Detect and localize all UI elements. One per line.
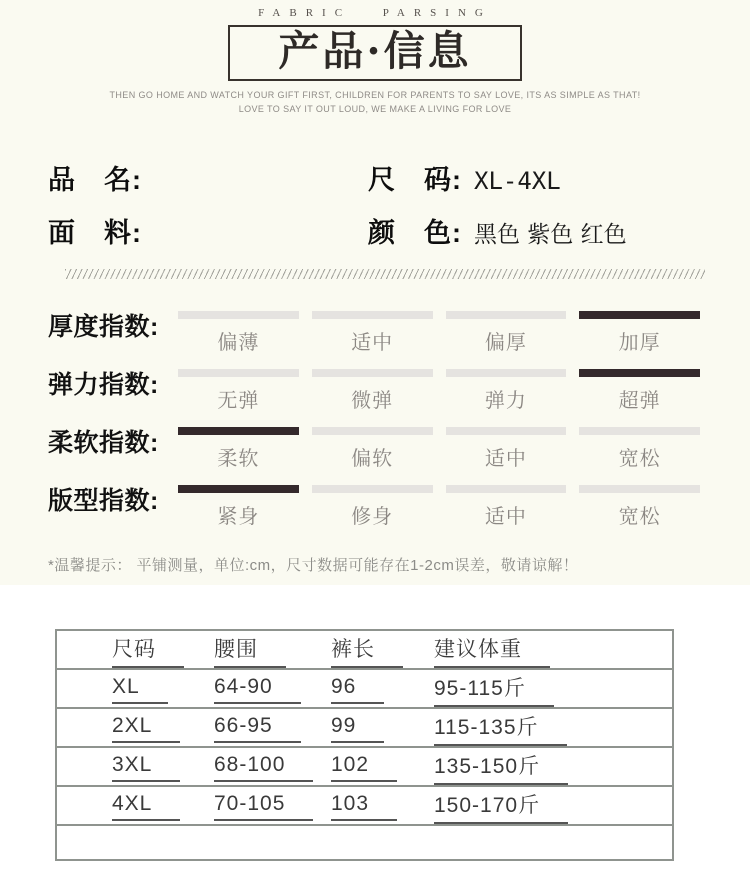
cell-length [331,708,434,747]
size-range-value: XL-4XL [474,167,561,195]
attribute-row-2 [48,211,750,248]
index-bar [178,369,299,377]
index-option-label: 无弹 [217,390,260,412]
tagline-line1: THEN GO HOME AND WATCH YOUR GIFT FIRST, CHILDREN FOR PARENTS TO SAY LOVE, ITS AS SIMPLE AS THAT! [109,90,641,100]
index-option-label: 超弹 [618,390,661,412]
index-option [178,369,299,417]
header-size-text: 尺码 [112,631,184,668]
index-option [312,485,433,533]
cell-text: 66-95 [214,712,301,743]
cell-text: 150-170斤 [434,787,568,824]
index-option-label: 偏软 [351,448,394,470]
cell-text: 103 [331,790,397,821]
elasticity-options [178,359,700,417]
cell-length [331,747,434,786]
cell-size [56,708,214,747]
cell-text: 70-105 [214,790,313,821]
table-row [56,786,673,825]
cell-size [56,669,214,708]
cell-weight [434,708,673,747]
cell-waist [214,708,331,747]
index-bar-active [579,311,700,319]
cell-size [56,747,214,786]
table-row [56,747,673,786]
color-value: 黑色 紫色 红色 [474,222,627,248]
index-option-label: 修身 [351,506,394,528]
cell-text: 96 [331,673,384,704]
index-option-selected [178,485,299,533]
header-size [56,630,214,669]
index-bar [312,311,433,319]
elasticity-index-row [48,359,700,417]
product-attributes [48,158,750,248]
header-suggested-weight [434,630,673,669]
color-field [368,211,627,250]
thickness-options [178,301,700,359]
index-bar [579,485,700,493]
cell-waist [214,747,331,786]
elasticity-index-label: 弹力指数: [48,371,159,399]
fit-options [178,475,700,533]
cell-text: 68-100 [214,751,313,782]
cell-text: 99 [331,712,384,743]
cell-size [56,786,214,825]
page-title: 产品·信息 [278,27,472,75]
index-option [446,485,567,533]
header [0,0,750,114]
softness-index-row [48,417,700,475]
index-option-label: 偏厚 [484,332,527,354]
color-label: 颜 色: [368,218,462,248]
empty-cell [56,825,673,860]
table-row [56,669,673,708]
cell-length [331,669,434,708]
table-row-empty [56,825,673,860]
thickness-index-label: 厚度指数: [48,313,159,341]
cell-text: 3XL [112,751,180,782]
index-option [579,485,700,533]
index-option-label: 微弹 [351,390,394,412]
header-suggested-weight-text: 建议体重 [434,631,550,668]
hatched-divider [65,269,705,279]
cell-text: 2XL [112,712,180,743]
cell-waist [214,786,331,825]
header-waist [214,630,331,669]
cell-text: 102 [331,751,397,782]
index-option-label: 宽松 [618,448,661,470]
cell-weight [434,747,673,786]
size-table-header-row [56,630,673,669]
index-option-label: 柔软 [217,448,260,470]
index-option [312,311,433,359]
measurement-disclaimer: *温馨提示： 平铺测量，单位:cm，尺寸数据可能存在1-2cm误差，敬请谅解！ [48,557,579,574]
cell-text: 135-150斤 [434,748,568,785]
fabric-index-chart [48,301,700,533]
header-pants-length-text: 裤长 [331,631,403,668]
index-option-selected [579,311,700,359]
cell-text: 95-115斤 [434,670,554,707]
size-chart-section [0,585,750,885]
cell-text: 4XL [112,790,180,821]
index-option [446,427,567,475]
index-bar [446,369,567,377]
index-bar [312,369,433,377]
index-bar-active [178,485,299,493]
index-bar-active [178,427,299,435]
table-row [56,708,673,747]
index-option [312,427,433,475]
index-option [446,369,567,417]
index-option [579,427,700,475]
title-box [228,25,522,81]
index-bar [579,427,700,435]
index-option-label: 弹力 [484,390,527,412]
index-option-label: 宽松 [618,506,661,528]
product-name-label: 品 名: [48,165,142,195]
cell-length [331,786,434,825]
index-option-label: 适中 [351,332,394,354]
cell-weight [434,669,673,708]
thickness-index-row [48,301,700,359]
fabric-field [48,211,368,250]
softness-options [178,417,700,475]
index-bar-active [579,369,700,377]
cell-text: XL [112,673,168,704]
index-option-label: 加厚 [618,332,661,354]
kicker-text: FABRIC PARSING [258,7,492,19]
index-bar [446,311,567,319]
header-waist-text: 腰围 [214,631,286,668]
fit-index-row [48,475,700,533]
index-option [312,369,433,417]
cell-text: 115-135斤 [434,709,567,746]
index-option-label: 适中 [484,506,527,528]
index-option-label: 适中 [484,448,527,470]
index-option-selected [579,369,700,417]
index-bar [446,485,567,493]
index-option [178,311,299,359]
index-bar [446,427,567,435]
index-option-selected [178,427,299,475]
size-range-field [368,158,561,197]
attribute-row-1 [48,158,750,195]
cell-text: 64-90 [214,673,301,704]
tagline-line2: LOVE TO SAY IT OUT LOUD, WE MAKE A LIVING FOR LOVE [238,104,512,114]
header-pants-length [331,630,434,669]
size-chart-table [55,629,674,861]
index-option-label: 紧身 [217,506,260,528]
fabric-label: 面 料: [48,218,142,248]
index-bar [312,485,433,493]
softness-index-label: 柔软指数: [48,429,159,457]
index-bar [178,311,299,319]
index-bar [312,427,433,435]
index-option [446,311,567,359]
cell-waist [214,669,331,708]
cell-weight [434,786,673,825]
fit-index-label: 版型指数: [48,487,159,515]
size-range-label: 尺 码: [368,165,462,195]
product-name-field [48,158,368,197]
index-option-label: 偏薄 [217,332,260,354]
